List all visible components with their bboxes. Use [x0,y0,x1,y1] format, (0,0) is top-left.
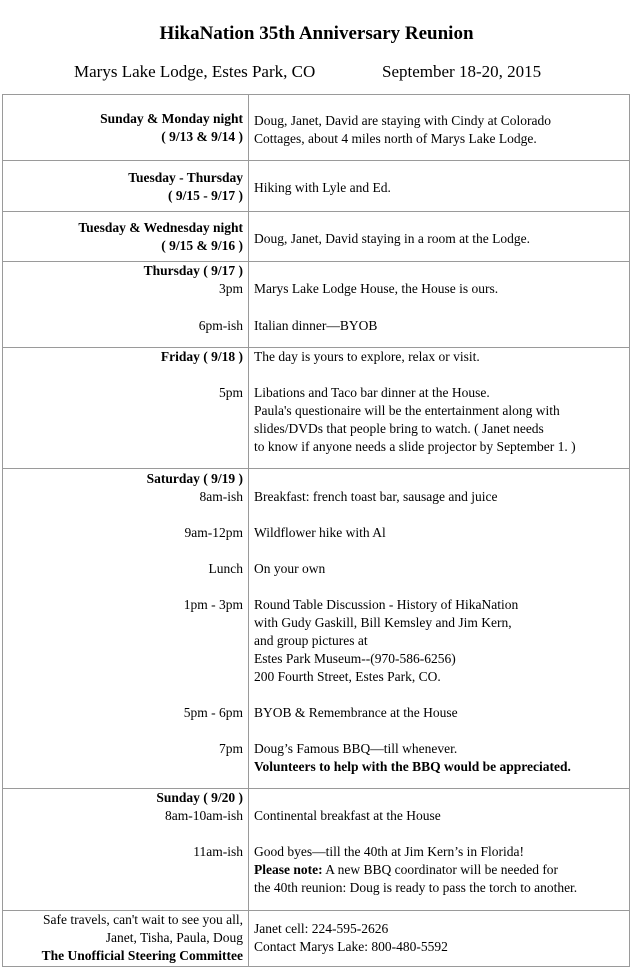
time-label: 5pm [218,385,243,400]
event-text: Italian dinner—BYOB [254,318,378,333]
committee-name: The Unofficial Steering Committee [41,948,243,963]
note-label: Please note: [254,862,323,877]
time-label: 9am-12pm [184,525,243,540]
detail-line: Doug, Janet, David staying in a room at the Lodge. [254,231,530,246]
row-thursday-label [4,262,243,280]
column-divider [248,94,249,967]
row-tue-thu-label [4,169,243,205]
detail-line: 200 Fourth Street, Estes Park, CO. [254,669,441,684]
table-border-left [2,94,3,967]
detail-line: Estes Park Museum--(970-586-6256) [254,651,456,666]
event-text: Breakfast: french toast bar, sausage and juice [254,489,498,504]
detail-line: Round Table Discussion - History of HikaNation [254,597,519,612]
event-text-block [254,384,624,456]
event-location: Marys Lake Lodge, Estes Park, CO [74,62,316,81]
day-heading: Thursday ( 9/17 ) [143,263,243,278]
day-heading: Friday ( 9/18 ) [160,349,243,364]
row-sun-mon-details [254,112,624,148]
detail-line: with Gudy Gaskill, Bill Kemsley and Jim Kern, [254,615,512,630]
event-text: On your own [254,561,326,576]
detail-line: Paula's questionaire will be the entertainment along with [254,403,560,418]
event-text: Wildflower hike with Al [254,525,386,540]
detail-line: Libations and Taco bar dinner at the House. [254,385,490,400]
event-dates: September 18-20, 2015 [382,62,542,81]
time-label: 11am-ish [193,844,243,859]
row-sun-mon-label [4,110,243,146]
row-tue-wed-details [254,230,624,248]
table-border-top [2,94,629,95]
row-date: ( 9/15 & 9/16 ) [161,238,243,253]
row-tue-thu-details [254,179,624,197]
event-text: BYOB & Remembrance at the House [254,705,458,720]
row-date: ( 9/15 - 9/17 ) [168,188,243,203]
signoff-names: Janet, Tisha, Paula, Doug [105,930,243,945]
event-text-block [254,596,624,686]
detail-line: Please note: A new BBQ coordinator will be needed for [254,862,559,877]
detail-line: Good byes—till the 40th at Jim Kern’s in Florida! [254,844,524,859]
time-label: 8am-10am-ish [165,808,243,823]
time-label: 8am-ish [199,489,243,504]
detail-line: and group pictures at [254,633,368,648]
detail-line: Hiking with Lyle and Ed. [254,180,391,195]
detail-line: Cottages, about 4 miles north of Marys Lake Lodge. [254,131,537,146]
time-label: 7pm [218,741,243,756]
footer-contacts [254,920,624,956]
detail-line: the 40th reunion: Doug is ready to pass the torch to another. [254,880,578,895]
day-heading: Sunday ( 9/20 ) [156,790,243,805]
row-saturday-label [4,470,243,488]
time-label: 1pm - 3pm [183,597,243,612]
volunteer-note: Volunteers to help with the BBQ would be appreciated. [254,759,571,774]
event-text: Marys Lake Lodge House, the House is ours. [254,281,499,296]
detail-line: slides/DVDs that people bring to watch. ( Janet needs [254,421,544,436]
row-label: Tuesday - Thursday [128,170,243,185]
contact-line: Janet cell: 224-595-2626 [254,921,389,936]
time-label: 6pm-ish [198,318,243,333]
event-text: The day is yours to explore, relax or visit. [254,349,480,364]
row-divider [2,160,629,161]
table-border-right [629,94,630,967]
row-date: ( 9/13 & 9/14 ) [161,129,243,144]
row-tue-wed-label [4,219,243,255]
row-friday-label [4,348,243,366]
footer-signoff [4,911,243,965]
row-label: Sunday & Monday night [100,111,243,126]
row-divider [2,211,629,212]
detail-line: Doug’s Famous BBQ—till whenever. [254,741,458,756]
time-label: 5pm - 6pm [183,705,243,720]
day-heading: Saturday ( 9/19 ) [146,471,243,486]
event-text-block [254,740,624,776]
time-label: Lunch [208,561,243,576]
row-label: Tuesday & Wednesday night [78,220,243,235]
detail-line: Doug, Janet, David are staying with Cindy at Colorado [254,113,551,128]
time-label: 3pm [218,281,243,296]
table-border-bottom [2,966,629,967]
contact-line: Contact Marys Lake: 800-480-5592 [254,939,448,954]
row-sunday-label [4,789,243,807]
row-divider [2,468,629,469]
page-title: HikaNation 35th Anniversary Reunion [159,23,474,44]
detail-line: to know if anyone needs a slide projector by September 1. ) [254,439,576,454]
signoff-line: Safe travels, can't wait to see you all, [43,912,243,927]
event-text: Continental breakfast at the House [254,808,441,823]
event-text-block [254,843,624,897]
